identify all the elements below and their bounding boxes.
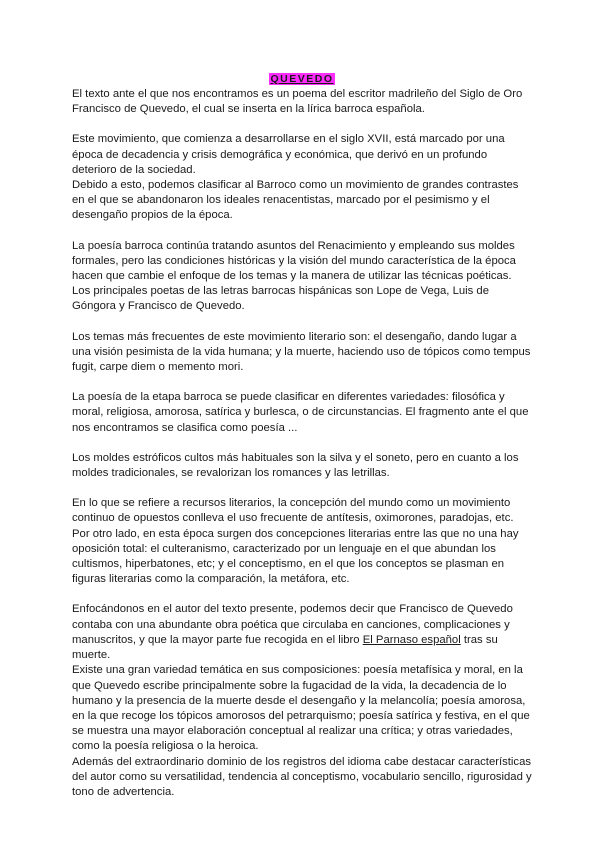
- paragraph: En lo que se refiere a recursos literarios, la concepción del mundo como un movimiento continuo de opuestos conlleva el uso frecuente de antítesis, oximorones, paradojas, etc.: [72, 497, 514, 525]
- paragraph: La poesía barroca continúa tratando asuntos del Renacimiento y empleando sus moldes formales, pero las condiciones históricas y la visión del mundo característica de la época hacen que cambie el enfoque de los temas y la manera de utilizar las técnicas poéticas.: [72, 239, 516, 283]
- title-line: [72, 72, 532, 87]
- paragraph-gap: [72, 481, 532, 496]
- paragraph-gap: [72, 315, 532, 330]
- document-page: [72, 72, 532, 800]
- paragraph: Este movimiento, que comienza a desarrollarse en el siglo XVII, está marcado por una época de decadencia y crisis demográfica y económica, que derivó en un profundo deterioro de la sociedad.: [72, 133, 505, 176]
- paragraph: El texto ante el que nos encontramos es un poema del escritor madrileño del Siglo de Oro Francisco de Quevedo, el cual se inserta en la lírica barroca española.: [72, 88, 523, 116]
- paragraph-gap: [72, 224, 532, 239]
- paragraph: Los principales poetas de las letras barrocas hispánicas son Lope de Vega, Luis de Góngora y Francisco de Quevedo.: [72, 285, 489, 313]
- paragraph: Debido a esto, podemos clasificar al Barroco como un movimiento de grandes contrastes en el que se abandonaron los ideales renacentistas, marcado por el pesimismo y el desengaño propios de la época.: [72, 179, 519, 222]
- author-intro-paragraph: [72, 602, 532, 663]
- paragraph: Existe una gran variedad temática en sus composiciones: poesía metafísica y moral, en la que Quevedo escribe principalmente sobre la fugacidad de la vida, la decadencia de lo humano y la presencia de la muerte desde el desengaño y la melancolía; poesía amorosa, en la que recoge los tópicos amorosos del petrarquismo; poesía satírica y festiva, en el que se muestra una mayor elaboración conceptual al realizar una crítica; y otras variedades, como la poesía religiosa o la heroica.: [72, 664, 530, 753]
- paragraph: Los moldes estróficos cultos más habituales son la silva y el soneto, pero en cuanto a los moldes tradicionales, se revalorizan los romances y las letrillas.: [72, 451, 519, 480]
- paragraph: Los temas más frecuentes de este movimiento literario son: el desengaño, dando lugar a una visión pesimista de la vida humana; y la muerte, haciendo uso de tópicos como tempus fugit, carpe diem o memento mori.: [72, 330, 531, 374]
- book-title-parnaso: El Parnaso español: [362, 633, 461, 646]
- paragraph-gap: [72, 587, 532, 602]
- author-intro-text: Enfocándonos en el autor del texto presente, podemos decir que Francisco de Quevedo contaba con una abundante obra poética que circulaba en canciones, complicaciones y manuscritos, y que la mayor parte fue recogida en el libro: [72, 603, 513, 646]
- paragraph-gap: [72, 375, 532, 390]
- paragraph-gap: [72, 436, 532, 451]
- document-title: QUEVEDO: [270, 73, 334, 85]
- paragraph-gap: [72, 117, 532, 132]
- author-intro-text-end: tras su muerte.: [72, 633, 498, 662]
- paragraph: Por otro lado, en esta época surgen dos concepciones literarias entre las que no una hay oposición total: el culteranismo, caracterizado por un lenguaje en el que abundan los cultismos, hiperbatones, etc; y el conceptismo, en el que los conceptos se plasman en figuras literarias como la comparación, la metáfora, etc.: [72, 527, 519, 586]
- paragraph: La poesía de la etapa barroca se puede clasificar en diferentes variedades: filosófica y moral, religiosa, amorosa, satírica y burlesca, o de circunstancias. El fragmento ante el que nos encontramos se clasifica como poesía ...: [72, 391, 529, 434]
- paragraph: Además del extraordinario dominio de los registros del idioma cabe destacar características del autor como su versatilidad, tendencia al conceptismo, vocabulario sencillo, rigurosidad y tono de advertencia.: [72, 755, 532, 798]
